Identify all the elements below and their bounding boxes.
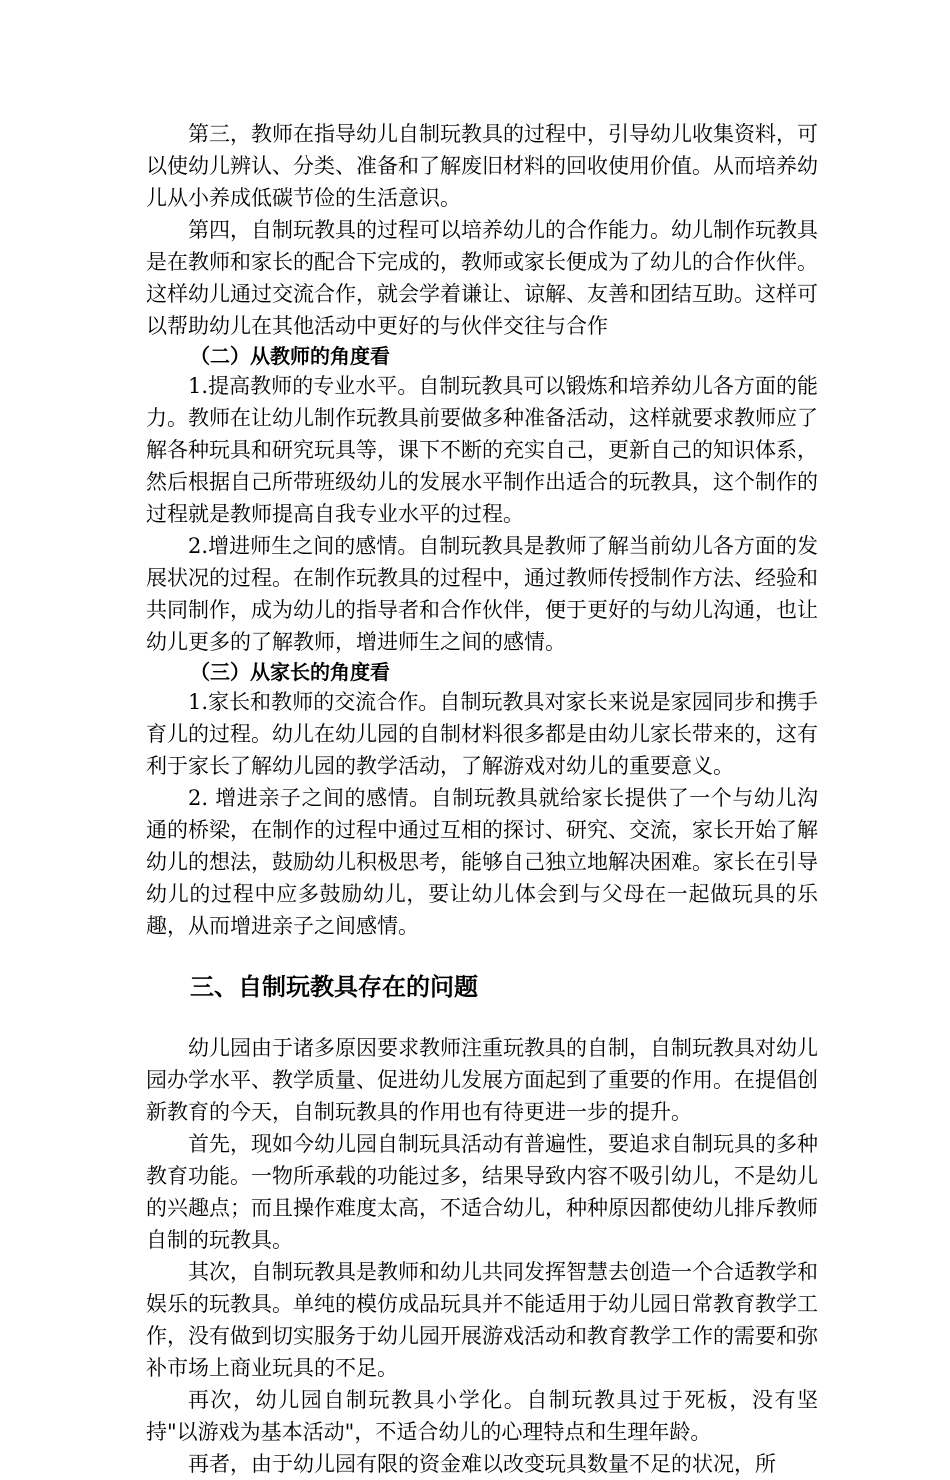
paragraph-parent-teacher-cooperation: 1.家长和教师的交流合作。自制玩教具对家长来说是家园同步和携手育儿的过程。幼儿在幼儿园的自制材料很多都是由幼儿家长带来的，这有利于家长了解幼儿园的教学活动，了解游戏对幼儿的重要意义。	[146, 690, 818, 778]
subheading-teacher-perspective: （二）从教师的角度看	[190, 344, 390, 368]
document-body	[146, 118, 818, 1480]
section-title-problems: 三、自制玩教具存在的问题	[190, 973, 478, 1001]
subheading-parent-perspective: （三）从家长的角度看	[190, 660, 390, 684]
paragraph-third-point: 第三，教师在指导幼儿自制玩教具的过程中，引导幼儿收集资料，可以使幼儿辨认、分类、准备和了解废旧材料的回收使用价值。从而培养幼儿从小养成低碳节俭的生活意识。	[146, 122, 818, 210]
paragraph-fourth-point: 第四，自制玩教具的过程可以培养幼儿的合作能力。幼儿制作玩教具是在教师和家长的配合下完成的，教师或家长便成为了幼儿的合作伙伴。这样幼儿通过交流合作，就会学着谦让、谅解、友善和团结互助。这样可以帮助幼儿在其他活动中更好的与伙伴交往与合作	[146, 218, 818, 338]
paragraph-teacher-student-bond: 2.增进师生之间的感情。自制玩教具是教师了解当前幼儿各方面的发展状况的过程。在制作玩教具的过程中，通过教师传授制作方法、经验和共同制作，成为幼儿的指导者和合作伙伴，便于更好的与幼儿沟通，也让幼儿更多的了解教师，增进师生之间的感情。	[146, 534, 818, 654]
paragraph-problem-first: 首先，现如今幼儿园自制玩具活动有普遍性，要追求自制玩具的多种教育功能。一物所承载的功能过多，结果导致内容不吸引幼儿，不是幼儿的兴趣点；而且操作难度太高，不适合幼儿，种种原因都使幼儿排斥教师自制的玩教具。	[146, 1132, 818, 1252]
paragraph-parent-child-bond: 2. 增进亲子之间的感情。自制玩教具就给家长提供了一个与幼儿沟通的桥梁，在制作的过程中通过互相的探讨、研究、交流，家长开始了解幼儿的想法，鼓励幼儿积极思考，能够自己独立地解决困难。家长在引导幼儿的过程中应多鼓励幼儿，要让幼儿体会到与父母在一起做玩具的乐趣，从而增进亲子之间感情。	[146, 786, 818, 938]
paragraph-problem-second: 其次，自制玩教具是教师和幼儿共同发挥智慧去创造一个合适教学和娱乐的玩教具。单纯的模仿成品玩具并不能适用于幼儿园日常教育教学工作，没有做到切实服务于幼儿园开展游戏活动和教育教学工作的需要和弥补市场上商业玩具的不足。	[146, 1260, 818, 1380]
paragraph-problem-third: 再次，幼儿园自制玩教具小学化。自制玩教具过于死板，没有坚持"以游戏为基本活动"，不适合幼儿的心理特点和生理年龄。	[146, 1388, 818, 1444]
paragraph-problem-fourth: 再者，由于幼儿园有限的资金难以改变玩具数量不足的状况，所	[188, 1452, 776, 1476]
paragraph-teacher-professional-level: 1.提高教师的专业水平。自制玩教具可以锻炼和培养幼儿各方面的能力。教师在让幼儿制作玩教具前要做多种准备活动，这样就要求教师应了解各种玩具和研究玩具等，课下不断的充实自己，更新自己的知识体系，然后根据自己所带班级幼儿的发展水平制作出适合的玩教具，这个制作的过程就是教师提高自我专业水平的过程。	[146, 374, 818, 526]
paragraph-problems-intro: 幼儿园由于诸多原因要求教师注重玩教具的自制，自制玩教具对幼儿园办学水平、教学质量、促进幼儿发展方面起到了重要的作用。在提倡创新教育的今天，自制玩教具的作用也有待更进一步的提升。	[146, 1036, 818, 1124]
